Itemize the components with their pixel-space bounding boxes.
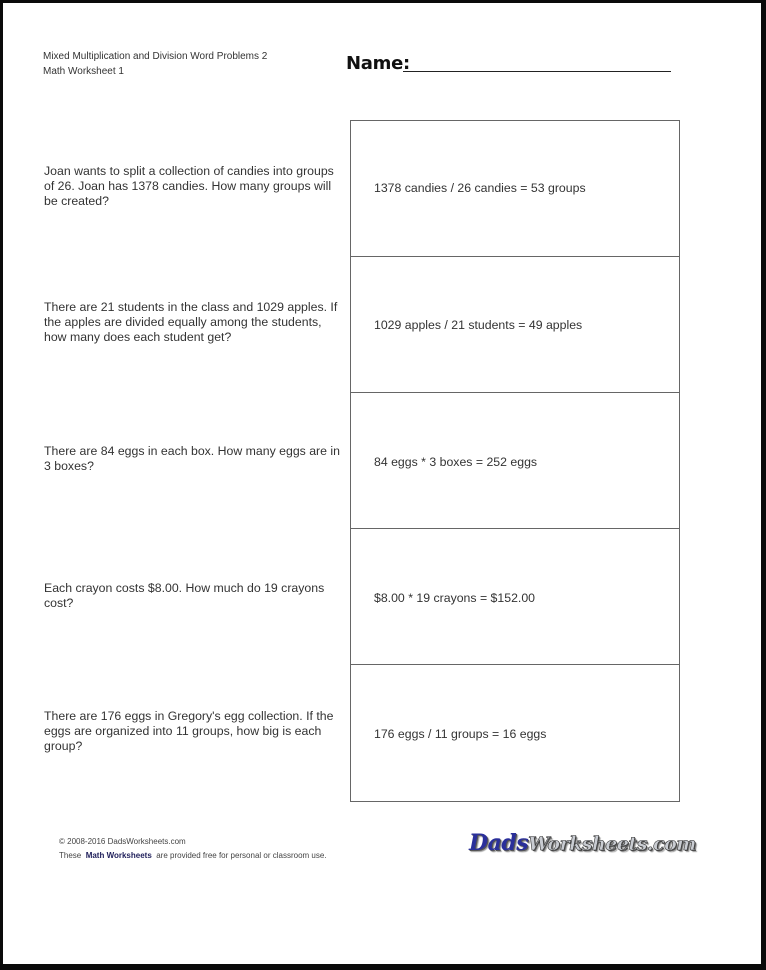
answer-2: 1029 apples / 21 students = 49 apples [374,318,583,332]
answer-5: 176 eggs / 11 groups = 16 eggs [374,727,547,741]
worksheet-title: Mixed Multiplication and Division Word Problems 2 [43,51,268,62]
name-label: Name: [346,53,410,74]
worksheet-subtitle: Math Worksheet 1 [43,66,124,77]
answer-1: 1378 candies / 26 candies = 53 groups [374,181,586,195]
answer-3: 84 eggs * 3 boxes = 252 eggs [374,455,538,469]
answer-cell-4 [351,529,679,665]
worksheet-header [43,49,267,79]
question-2: There are 21 students in the class and 1029 apples. If the apples are divided equally among the students, how many does each student get? [44,300,338,344]
question-3: There are 84 eggs in each box. How many eggs are in 3 boxes? [44,444,340,473]
question-4: Each crayon costs $8.00. How much do 19 crayons cost? [44,581,325,610]
usage-notice [59,849,327,863]
answer-cell-2 [351,257,679,393]
footer [59,835,327,863]
answer-cell-5 [351,665,679,801]
answer-cell-3 [351,393,679,529]
logo-dads: Dads [469,830,529,856]
name-field-line [403,71,671,72]
math-worksheets-link[interactable]: Math Worksheets [85,851,152,860]
answer-cell-1 [351,121,679,257]
answer-box [350,120,680,802]
notice-suffix: are provided free for personal or classroom use. [156,851,327,860]
dadsworksheets-logo[interactable] [469,830,696,856]
question-5: There are 176 eggs in Gregory's egg collection. If the eggs are organized into 11 groups, how big is each group? [44,709,334,753]
notice-prefix: These [59,851,82,860]
logo-worksheets: Worksheets.com [528,833,696,855]
question-1: Joan wants to split a collection of candies into groups of 26. Joan has 1378 candies. How many groups will be created? [44,164,334,208]
copyright-text: © 2008-2016 DadsWorksheets.com [59,837,186,846]
answer-4: $8.00 * 19 crayons = $152.00 [374,591,536,605]
